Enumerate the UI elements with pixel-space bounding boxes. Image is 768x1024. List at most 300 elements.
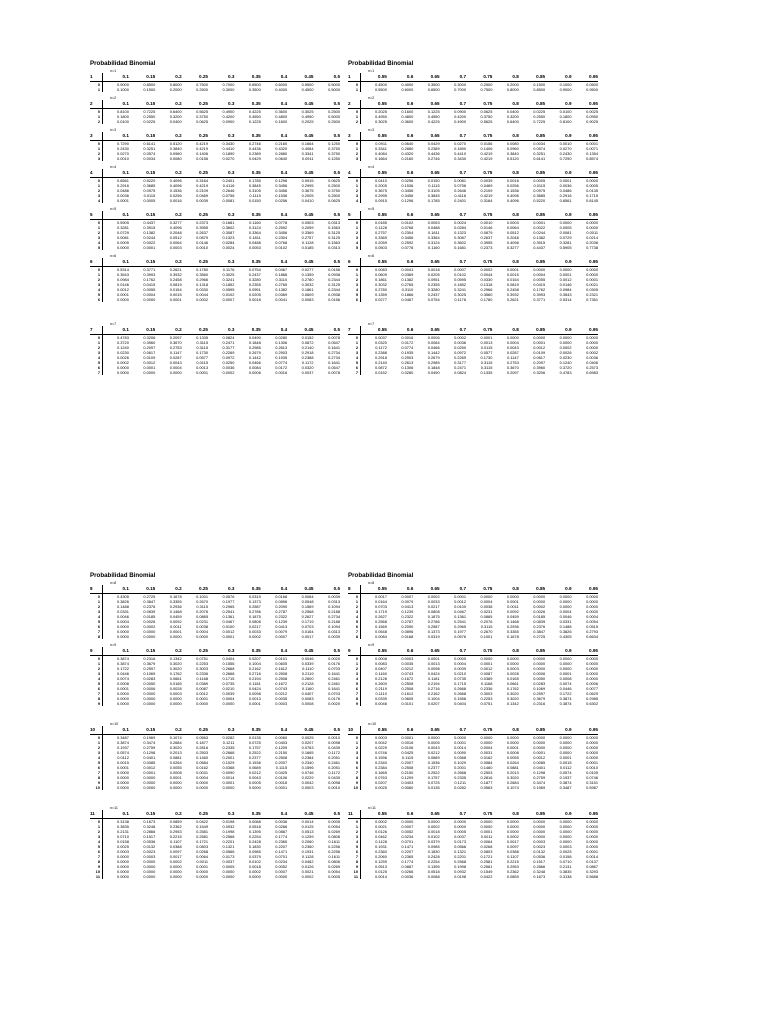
prob-cell: 0.0000 xyxy=(559,661,572,666)
prob-cell: 0.0000 xyxy=(506,335,519,340)
prob-cell: 0.0000 xyxy=(559,745,572,750)
p-header: 0.55 xyxy=(361,73,387,82)
prob-cell: 0.0000 xyxy=(116,696,129,701)
prob-cell: 0.1536 xyxy=(275,193,288,198)
prob-cell: 0.0004 xyxy=(143,292,156,297)
p-header: 0.5 xyxy=(314,211,341,220)
n-label: n=6 xyxy=(110,254,117,258)
prob-cell: 0.1861 xyxy=(374,277,387,282)
prob-cell: 0.4800 xyxy=(275,114,288,119)
prob-cell: 0.0313 xyxy=(328,629,340,634)
p-header: 0.25 xyxy=(182,726,208,735)
probability-table xyxy=(90,726,340,790)
prob-cell: 0.0264 xyxy=(506,760,519,765)
prob-cell: 0.0000 xyxy=(533,267,546,272)
prob-cell: 0.3675 xyxy=(301,188,314,193)
prob-cell: 0.0000 xyxy=(506,824,519,829)
prob-cell: 0.2918 xyxy=(374,355,387,360)
prob-cell: 0.0911 xyxy=(301,156,314,161)
k-cell: 6 xyxy=(90,365,103,370)
prob-cell: 0.1442 xyxy=(427,350,440,355)
prob-cell: 0.1001 xyxy=(480,634,493,639)
n-label: n=2 xyxy=(110,96,117,100)
k-cell: 2 xyxy=(90,604,103,609)
prob-cell: 0.2780 xyxy=(301,277,314,282)
prob-cell: 0.3125 xyxy=(328,230,340,235)
prob-cell: 0.1517 xyxy=(533,859,546,864)
prob-cell: 0.0576 xyxy=(454,634,466,639)
k-cell: 2 xyxy=(90,151,103,156)
prob-cell: 0.3679 xyxy=(533,696,546,701)
prob-cell: 0.0000 xyxy=(454,735,466,740)
prob-cell: 0.0000 xyxy=(506,594,519,599)
prob-cell: 0.0577 xyxy=(196,355,208,360)
prob-cell: 0.0229 xyxy=(374,745,387,750)
p-header: 0.35 xyxy=(234,726,260,735)
k-cell: 5 xyxy=(90,844,103,849)
prob-cell: 0.0102 xyxy=(222,292,235,297)
table-row xyxy=(348,297,598,302)
prob-cell: 0.1721 xyxy=(480,854,493,859)
prob-cell: 0.0046 xyxy=(559,614,572,619)
prob-cell: 0.3560 xyxy=(196,272,208,277)
prob-cell: 0.3993 xyxy=(533,292,546,297)
prob-cell: 0.0001 xyxy=(454,594,466,599)
prob-cell: 0.0001 xyxy=(533,220,546,225)
k-cell: 0 xyxy=(348,656,361,662)
prob-cell: 0.0774 xyxy=(275,360,288,365)
prob-cell: 0.0369 xyxy=(275,292,288,297)
prob-cell: 0.0016 xyxy=(169,198,182,203)
prob-cell: 0.2401 xyxy=(454,198,466,203)
prob-cell: 0.3847 xyxy=(143,599,156,604)
prob-cell: 0.0865 xyxy=(196,614,208,619)
prob-cell: 0.3293 xyxy=(586,869,598,874)
header-row xyxy=(90,585,340,594)
p-header: 0.7 xyxy=(440,211,466,220)
n-cell: 10 xyxy=(348,726,361,735)
k-cell: 2 xyxy=(348,666,361,671)
prob-cell: 0.0001 xyxy=(586,760,598,765)
prob-cell: 0.0401 xyxy=(143,755,156,760)
k-cell: 2 xyxy=(90,829,103,834)
prob-cell: 0.0011 xyxy=(586,230,598,235)
prob-cell: 0.0001 xyxy=(559,755,572,760)
prob-cell: 0.0185 xyxy=(143,614,156,619)
prob-cell: 0.0000 xyxy=(116,874,129,879)
prob-cell: 0.3955 xyxy=(480,240,493,245)
prob-cell: 0.4436 xyxy=(248,146,261,151)
prob-cell: 0.0000 xyxy=(586,829,598,834)
prob-cell: 0.0269 xyxy=(328,829,340,834)
prob-cell: 0.0000 xyxy=(222,701,235,706)
prob-cell: 0.0001 xyxy=(143,770,156,775)
prob-cell: 0.2746 xyxy=(427,156,440,161)
prob-cell: 0.0625 xyxy=(196,119,208,124)
prob-cell: 0.1382 xyxy=(143,230,156,235)
prob-cell: 0.3915 xyxy=(533,240,546,245)
k-cell: 1 xyxy=(90,599,103,604)
prob-cell: 0.0256 xyxy=(506,183,519,188)
prob-cell: 0.2508 xyxy=(275,755,288,760)
prob-cell: 0.0034 xyxy=(143,156,156,161)
prob-cell: 0.1240 xyxy=(116,345,129,350)
prob-cell: 0.0609 xyxy=(374,272,387,277)
n-cell: 3 xyxy=(348,132,361,141)
prob-cell: 0.1774 xyxy=(275,834,288,839)
prob-cell: 0.0081 xyxy=(116,235,129,240)
prob-cell: 0.0746 xyxy=(586,775,598,780)
prob-cell: 0.1931 xyxy=(301,849,314,854)
prob-cell: 0.0083 xyxy=(374,267,387,272)
prob-cell: 0.0915 xyxy=(301,178,314,183)
probability-table xyxy=(90,585,340,639)
prob-cell: 0.0000 xyxy=(586,599,598,604)
prob-cell: 0.0014 xyxy=(374,874,387,879)
prob-cell: 0.0403 xyxy=(401,780,414,785)
k-cell: 0 xyxy=(348,819,361,825)
prob-cell: 0.1556 xyxy=(222,661,235,666)
prob-cell: 0.3500 xyxy=(248,87,261,92)
prob-cell: 0.2668 xyxy=(222,666,235,671)
prob-cell: 0.1160 xyxy=(375,671,387,676)
prob-cell: 0.0055 xyxy=(506,755,519,760)
k-cell: 4 xyxy=(90,614,103,619)
prob-cell: 0.1641 xyxy=(328,345,340,350)
prob-cell: 0.1681 xyxy=(222,220,235,225)
k-cell: 0 xyxy=(348,220,361,226)
prob-cell: 0.2215 xyxy=(169,834,182,839)
prob-cell: 0.0036 xyxy=(222,365,235,370)
prob-cell: 0.4219 xyxy=(480,156,493,161)
p-header: 0.8 xyxy=(492,73,518,82)
prob-cell: 0.2503 xyxy=(196,750,208,755)
n-cell: 4 xyxy=(348,169,361,178)
k-cell: 9 xyxy=(90,701,103,706)
prob-cell: 0.0229 xyxy=(301,775,314,780)
prob-cell: 0.0839 xyxy=(533,619,546,624)
prob-cell: 0.4305 xyxy=(116,594,129,599)
k-cell: 0 xyxy=(348,109,361,115)
prob-cell: 0.0003 xyxy=(401,656,414,661)
prob-cell: 0.0339 xyxy=(301,661,314,666)
prob-cell: 0.0008 xyxy=(301,701,314,706)
p-header: 0.8 xyxy=(492,647,518,656)
prob-cell: 0.1250 xyxy=(328,156,340,161)
prob-cell: 0.0518 xyxy=(427,869,440,874)
prob-cell: 0.2866 xyxy=(533,864,546,869)
prob-cell: 0.3600 xyxy=(401,119,414,124)
prob-cell: 0.0803 xyxy=(196,844,208,849)
prob-cell: 0.0011 xyxy=(196,859,208,864)
prob-cell: 0.0001 xyxy=(222,780,235,785)
k-cell: 6 xyxy=(90,849,103,854)
prob-cell: 0.0407 xyxy=(374,666,387,671)
k-cell: 1 xyxy=(90,114,103,119)
table-row xyxy=(348,701,598,706)
prob-cell: 0.0000 xyxy=(533,666,546,671)
prob-cell: 0.2522 xyxy=(248,750,261,755)
prob-cell: 0.2269 xyxy=(222,350,235,355)
prob-cell: 0.0287 xyxy=(506,350,519,355)
prob-cell: 0.0703 xyxy=(328,666,340,671)
k-cell: 3 xyxy=(348,193,361,198)
n-label: n=4 xyxy=(110,165,117,169)
p-header: 0.75 xyxy=(466,73,492,82)
p-header: 0.95 xyxy=(572,326,599,335)
prob-cell: 0.0000 xyxy=(454,819,466,824)
k-cell: 3 xyxy=(348,609,361,614)
probability-table xyxy=(348,73,598,92)
k-cell: 0 xyxy=(348,141,361,147)
prob-cell: 0.1730 xyxy=(196,350,208,355)
binomial-table xyxy=(348,128,598,161)
prob-cell: 0.4225 xyxy=(427,119,440,124)
prob-cell: 0.0640 xyxy=(401,141,414,146)
prob-cell: 0.4219 xyxy=(196,146,208,151)
p-header: 0.6 xyxy=(387,169,413,178)
n-cell: 6 xyxy=(348,258,361,267)
prob-cell: 0.0000 xyxy=(533,599,546,604)
prob-cell: 0.2388 xyxy=(301,355,314,360)
prob-cell: 0.5905 xyxy=(116,220,129,225)
prob-cell: 0.3720 xyxy=(116,340,129,345)
prob-cell: 0.0043 xyxy=(169,360,182,365)
prob-cell: 0.0746 xyxy=(301,770,314,775)
prob-cell: 0.2060 xyxy=(301,839,314,844)
prob-cell: 0.6500 xyxy=(427,87,440,92)
p-header: 0.5 xyxy=(314,647,341,656)
prob-cell: 0.1373 xyxy=(427,629,440,634)
k-cell: 4 xyxy=(348,676,361,681)
prob-cell: 0.1147 xyxy=(507,355,519,360)
prob-cell: 0.0007 xyxy=(401,594,414,599)
prob-cell: 0.2051 xyxy=(328,755,340,760)
prob-cell: 0.4219 xyxy=(480,193,493,198)
prob-cell: 0.2340 xyxy=(301,760,314,765)
prob-cell: 0.0003 xyxy=(169,691,182,696)
prob-cell: 0.0270 xyxy=(222,156,235,161)
prob-cell: 0.0006 xyxy=(427,335,440,340)
n-label: n=7 xyxy=(368,322,375,326)
prob-cell: 0.1335 xyxy=(480,370,493,375)
prob-cell: 0.3341 xyxy=(301,151,314,156)
p-header: 0.45 xyxy=(287,585,313,594)
prob-cell: 0.0280 xyxy=(275,335,288,340)
prob-cell: 0.2903 xyxy=(275,350,288,355)
p-header: 0.3 xyxy=(208,810,234,819)
prob-cell: 0.0010 xyxy=(328,785,340,790)
p-header: 0.15 xyxy=(129,211,155,220)
prob-cell: 0.0004 xyxy=(222,696,235,701)
prob-cell: 0.2786 xyxy=(427,619,440,624)
prob-cell: 0.0000 xyxy=(116,629,129,634)
prob-cell: 0.8145 xyxy=(586,198,598,203)
p-header: 0.85 xyxy=(519,100,545,109)
prob-cell: 0.1306 xyxy=(275,340,288,345)
prob-cell: 0.0028 xyxy=(506,671,519,676)
prob-cell: 0.3456 xyxy=(275,183,288,188)
prob-cell: 0.0277 xyxy=(374,297,387,302)
prob-cell: 0.0000 xyxy=(559,735,572,740)
p-header: 0.85 xyxy=(519,258,545,267)
prob-cell: 0.0090 xyxy=(222,770,235,775)
p-header: 0.8 xyxy=(492,211,518,220)
prob-cell: 0.0038 xyxy=(480,604,493,609)
prob-cell: 0.0071 xyxy=(586,146,598,151)
p-header: 0.25 xyxy=(182,169,208,178)
prob-cell: 0.5500 xyxy=(301,82,314,87)
prob-cell: 0.0168 xyxy=(401,634,414,639)
header-row xyxy=(348,647,598,656)
prob-cell: 0.0000 xyxy=(533,740,546,745)
prob-cell: 0.1361 xyxy=(454,614,466,619)
probability-table xyxy=(90,169,340,203)
prob-cell: 0.3955 xyxy=(196,225,208,230)
binomial-table xyxy=(90,207,340,250)
prob-cell: 0.0000 xyxy=(559,604,572,609)
p-header: 0.2 xyxy=(155,326,181,335)
prob-cell: 0.1442 xyxy=(248,355,261,360)
prob-cell: 0.0595 xyxy=(222,287,235,292)
prob-cell: 0.0515 xyxy=(586,624,598,629)
k-cell: 9 xyxy=(348,780,361,785)
p-header: 0.6 xyxy=(387,132,413,141)
prob-cell: 0.0005 xyxy=(248,780,261,785)
prob-cell: 0.0156 xyxy=(328,297,340,302)
p-header: 0.4 xyxy=(261,726,287,735)
prob-cell: 0.0743 xyxy=(275,686,288,691)
p-header: 0.2 xyxy=(155,726,181,735)
prob-cell: 0.4900 xyxy=(454,119,466,124)
prob-cell: 0.2360 xyxy=(301,844,314,849)
k-cell: 5 xyxy=(90,760,103,765)
prob-cell: 0.0000 xyxy=(196,701,208,706)
prob-cell: 0.1780 xyxy=(196,267,208,272)
prob-cell: 0.0018 xyxy=(427,267,440,272)
sheet-title: Probabilidad Binomial xyxy=(90,572,156,579)
prob-cell: 0.1977 xyxy=(222,599,235,604)
prob-cell: 0.0001 xyxy=(506,599,519,604)
prob-cell: 0.2613 xyxy=(401,360,414,365)
prob-cell: 0.1977 xyxy=(454,629,466,634)
prob-cell: 0.0001 xyxy=(196,864,208,869)
prob-cell: 0.0000 xyxy=(116,770,129,775)
prob-cell: 0.0566 xyxy=(222,849,235,854)
prob-cell: 0.0566 xyxy=(454,844,466,849)
prob-cell: 0.2581 xyxy=(480,859,493,864)
prob-cell: 0.0746 xyxy=(374,750,387,755)
p-header: 0.15 xyxy=(129,585,155,594)
prob-cell: 0.0000 xyxy=(586,220,598,225)
prob-cell: 0.3474 xyxy=(143,740,156,745)
prob-cell: 0.2684 xyxy=(169,740,182,745)
prob-cell: 0.0625 xyxy=(328,198,340,203)
prob-cell: 0.0001 xyxy=(586,277,598,282)
k-cell: 4 xyxy=(90,355,103,360)
prob-cell: 0.2162 xyxy=(248,666,261,671)
p-header: 0.7 xyxy=(440,169,466,178)
p-header: 0.75 xyxy=(466,585,492,594)
prob-cell: 0.1672 xyxy=(401,676,414,681)
prob-cell: 0.1780 xyxy=(480,297,493,302)
prob-cell: 0.0000 xyxy=(559,594,572,599)
prob-cell: 0.3355 xyxy=(506,629,519,634)
prob-cell: 0.1774 xyxy=(401,859,414,864)
prob-cell: 0.0097 xyxy=(169,849,182,854)
prob-cell: 0.2592 xyxy=(401,240,414,245)
prob-cell: 0.5000 xyxy=(328,82,340,87)
prob-cell: 0.3115 xyxy=(196,340,208,345)
prob-cell: 0.0039 xyxy=(480,178,493,183)
prob-cell: 0.1665 xyxy=(301,750,314,755)
prob-cell: 0.2816 xyxy=(196,745,208,750)
prob-cell: 0.0085 xyxy=(533,760,546,765)
prob-cell: 0.1785 xyxy=(427,198,440,203)
prob-cell: 0.7225 xyxy=(143,109,156,114)
n-cell: 9 xyxy=(90,647,103,656)
prob-cell: 0.0012 xyxy=(533,345,546,350)
prob-cell: 0.0078 xyxy=(328,335,340,340)
prob-cell: 0.0277 xyxy=(301,267,314,272)
p-header: 0.25 xyxy=(182,132,208,141)
prob-cell: 0.0012 xyxy=(143,765,156,770)
prob-cell: 0.2966 xyxy=(196,277,208,282)
prob-cell: 0.0467 xyxy=(275,267,288,272)
prob-cell: 0.3685 xyxy=(533,193,546,198)
prob-cell: 0.2437 xyxy=(427,292,440,297)
prob-cell: 0.0034 xyxy=(533,141,546,146)
prob-cell: 0.5000 xyxy=(328,87,340,92)
p-header: 0.65 xyxy=(413,647,439,656)
prob-cell: 0.1998 xyxy=(222,829,235,834)
prob-cell: 0.2128 xyxy=(374,676,387,681)
prob-cell: 0.3874 xyxy=(116,656,129,661)
prob-cell: 0.2059 xyxy=(301,225,314,230)
prob-cell: 0.0625 xyxy=(480,109,493,114)
prob-cell: 0.0001 xyxy=(248,701,261,706)
probability-table xyxy=(90,132,340,161)
prob-cell: 0.1937 xyxy=(559,775,572,780)
prob-cell: 0.2377 xyxy=(248,755,261,760)
p-header: 0.25 xyxy=(182,258,208,267)
prob-cell: 0.0536 xyxy=(533,854,546,859)
k-cell: 5 xyxy=(348,619,361,624)
prob-cell: 0.2344 xyxy=(328,277,340,282)
prob-cell: 0.2581 xyxy=(480,864,493,869)
k-cell: 4 xyxy=(90,240,103,245)
probability-table xyxy=(90,73,340,92)
prob-cell: 0.0207 xyxy=(248,656,261,661)
prob-cell: 0.3020 xyxy=(506,696,519,701)
prob-cell: 0.2716 xyxy=(427,686,440,691)
prob-cell: 0.6634 xyxy=(586,634,598,639)
prob-cell: 0.1128 xyxy=(301,854,314,859)
p-header: 0.15 xyxy=(129,726,155,735)
prob-cell: 0.0052 xyxy=(401,829,414,834)
n-label: n=11 xyxy=(368,806,376,810)
prob-cell: 0.1460 xyxy=(196,755,208,760)
k-cell: 5 xyxy=(90,245,103,250)
prob-cell: 0.0000 xyxy=(533,594,546,599)
k-cell: 5 xyxy=(90,681,103,686)
prob-cell: 0.1762 xyxy=(533,287,546,292)
prob-cell: 0.2005 xyxy=(374,183,387,188)
prob-cell: 0.3679 xyxy=(143,661,156,666)
k-cell: 2 xyxy=(348,230,361,235)
prob-cell: 0.0000 xyxy=(116,780,129,785)
p-header: 0.65 xyxy=(413,100,439,109)
